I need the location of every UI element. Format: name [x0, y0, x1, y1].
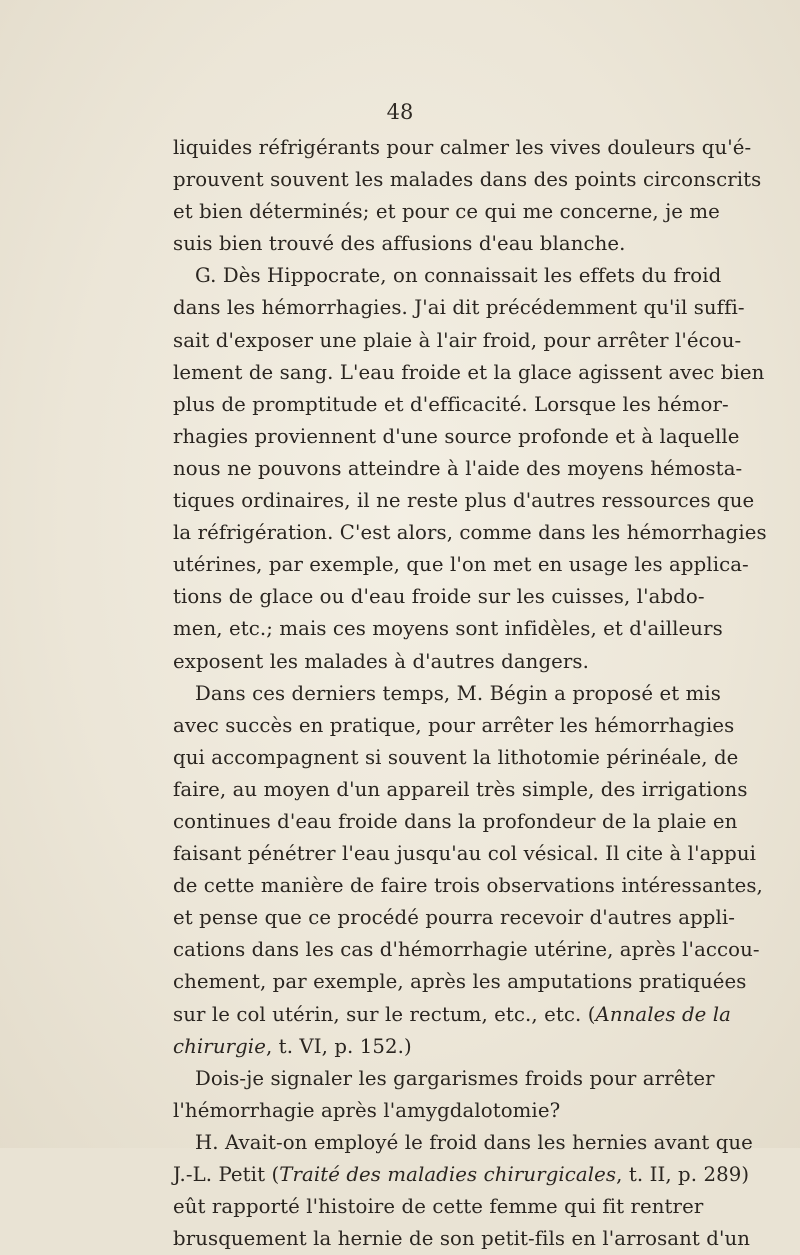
- italic-citation: Traité des maladies chirurgicales: [279, 1163, 617, 1186]
- text-line: plus de promptitude et d'efficacité. Lorsque les hémor-: [173, 392, 729, 416]
- text-line: faire, au moyen d'un appareil très simple, des irrigations: [173, 777, 748, 801]
- text-segment: J.-L. Petit (: [173, 1163, 280, 1186]
- text-line: tiques ordinaires, il ne reste plus d'autres ressources que: [173, 489, 755, 513]
- text-line: faisant pénétrer l'eau jusqu'au col vésical. Il cite à l'appui: [173, 842, 757, 866]
- text-line: Dans ces derniers temps, M. Bégin a proposé et mis: [195, 681, 721, 705]
- italic-citation: chirurgie: [173, 1034, 266, 1058]
- text-line: nous ne pouvons atteindre à l'aide des moyens hémosta-: [173, 456, 743, 480]
- text-segment: , t. II, p. 289): [616, 1163, 750, 1186]
- text-line: continues d'eau froide dans la profondeur de la plaie en: [173, 809, 738, 833]
- text-line: tions de glace ou d'eau froide sur les cuisses, l'abdo-: [173, 585, 705, 609]
- text-line: G. Dès Hippocrate, on connaissait les effets du froid: [195, 264, 722, 288]
- body-text: [173, 132, 767, 1255]
- text-line: de cette manière de faire trois observations intéressantes,: [173, 874, 763, 898]
- text-line: liquides réfrigérants pour calmer les vives douleurs qu'é-: [173, 136, 752, 159]
- text-line: [173, 1031, 695, 1063]
- text-segment: , t. VI, p. 152.): [265, 1034, 412, 1058]
- text-line: avec succès en pratique, pour arrêter les hémorrhagies: [173, 713, 735, 737]
- text-line: qui accompagnent si souvent la lithotomie périnéale, de: [173, 745, 739, 769]
- text-line: rhagies proviennent d'une source profonde et à laquelle: [173, 424, 740, 448]
- text-line: lement de sang. L'eau froide et la glace agissent avec bien: [173, 360, 765, 384]
- text-line: H. Avait-on employé le froid dans les hernies avant que: [195, 1130, 753, 1154]
- page-number: 48: [386, 100, 414, 124]
- text-line: sait d'exposer une plaie à l'air froid, pour arrêter l'écou-: [173, 328, 742, 352]
- text-line: la réfrigération. C'est alors, comme dans les hémorrhagies: [173, 521, 767, 545]
- text-line: [173, 1159, 750, 1191]
- text-line: exposent les malades à d'autres dangers.: [173, 649, 589, 673]
- italic-citation: Annales de la: [595, 1002, 731, 1026]
- text-line: et pense que ce procédé pourra recevoir d'autres appli-: [173, 906, 736, 930]
- text-line: Dois-je signaler les gargarismes froids pour arrêter: [195, 1066, 715, 1090]
- text-line: et bien déterminés; et pour ce qui me concerne, je me: [173, 200, 720, 224]
- text-line: brusquement la hernie de son petit-fils en l'arrosant d'un: [173, 1227, 751, 1251]
- text-line: chement, par exemple, après les amputations pratiquées: [173, 970, 747, 994]
- text-segment: sur le col utérin, sur le rectum, etc., etc. (: [173, 1002, 596, 1026]
- text-line: suis bien trouvé des affusions d'eau blanche.: [173, 232, 626, 256]
- text-line: utérines, par exemple, que l'on met en usage les applica-: [173, 553, 749, 577]
- text-line: men, etc.; mais ces moyens sont infidèles, et d'ailleurs: [173, 617, 723, 641]
- text-line: eût rapporté l'histoire de cette femme qui fit rentrer: [173, 1195, 704, 1219]
- text-line: dans les hémorrhagies. J'ai dit précédemment qu'il suffi-: [173, 296, 745, 320]
- text-line: l'hémorrhagie après l'amygdalotomie?: [173, 1098, 561, 1122]
- text-line: prouvent souvent les malades dans des points circonscrits: [173, 168, 762, 192]
- text-line: cations dans les cas d'hémorrhagie utérine, après l'accou-: [173, 938, 760, 962]
- text-line: [173, 999, 731, 1031]
